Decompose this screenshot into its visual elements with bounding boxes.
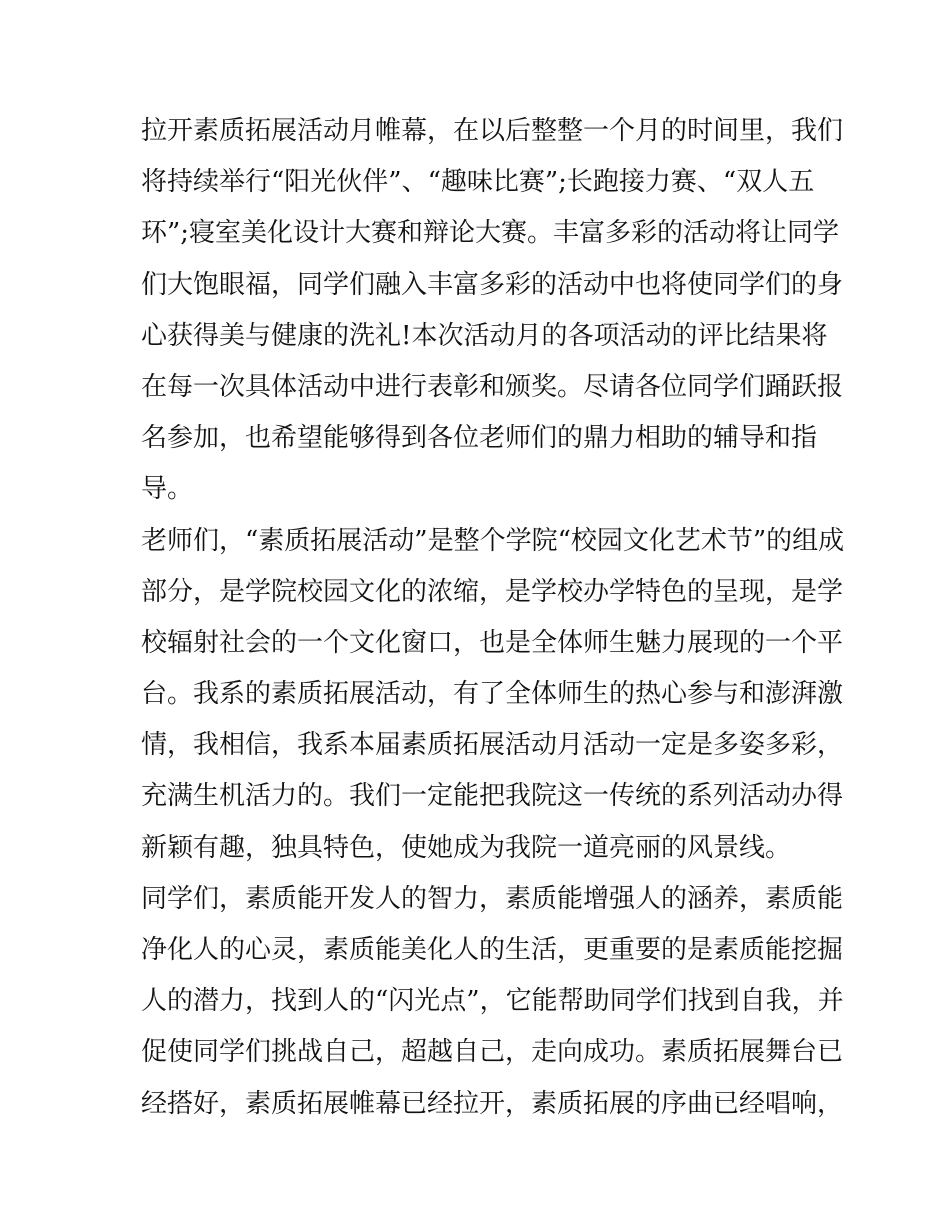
text-line: 拉开素质拓展活动月帷幕，在以后整整一个月的时间里，我们 [141,116,844,146]
text-line: 心获得美与健康的洗礼!本次活动月的各项活动的评比结果将 [141,320,828,351]
text-line: 校辐射社会的一个文化窗口，也是全体师生魅力展现的一个平 [141,627,844,658]
text-line: 新颖有趣，独具特色，使她成为我院一道亮丽的风景线。 [141,832,792,863]
text-line: 同学们，素质能开发人的智力，素质能增强人的涵养，素质能 [141,883,844,914]
text-line: 在每一次具体活动中进行表彰和颁奖。尽请各位同学们踊跃报 [141,371,844,402]
text-line: 促使同学们挑战自己，超越自己，走向成功。素质拓展舞台已 [141,1037,844,1068]
text-line: 人的潜力，找到人的“闪光点”，它能帮助同学们找到自我，并 [141,986,844,1017]
body-text [141,106,845,1130]
text-line: 将持续举行“阳光伙伴”、“趣味比赛”;长跑接力赛、“双人五 [141,167,815,198]
text-line: 们大饱眼福，同学们融入丰富多彩的活动中也将使同学们的身 [141,269,844,300]
text-line: 净化人的心灵，素质能美化人的生活，更重要的是素质能挖掘 [141,935,844,965]
text-line: 导。 [141,474,194,505]
text-line: 部分，是学院校园文化的浓缩，是学校办学特色的呈现，是学 [141,576,844,607]
text-line: 台。我系的素质拓展活动，有了全体师生的热心参与和澎湃激 [141,679,844,710]
text-line: 名参加，也希望能够得到各位老师们的鼎力相助的辅导和指 [141,423,818,454]
text-line: 老师们，“素质拓展活动”是整个学院“校园文化艺术节”的组成 [141,525,845,556]
text-line: 充满生机活力的。我们一定能把我院这一传统的系列活动办得 [141,781,844,812]
text-line: 情，我相信，我系本届素质拓展活动月活动一定是多姿多彩， [141,730,844,761]
text-line: 环”;寝室美化设计大赛和辩论大赛。丰富多彩的活动将让同学 [141,218,840,249]
text-line: 经搭好，素质拓展帷幕已经拉开，素质拓展的序曲已经唱响， [141,1088,844,1119]
